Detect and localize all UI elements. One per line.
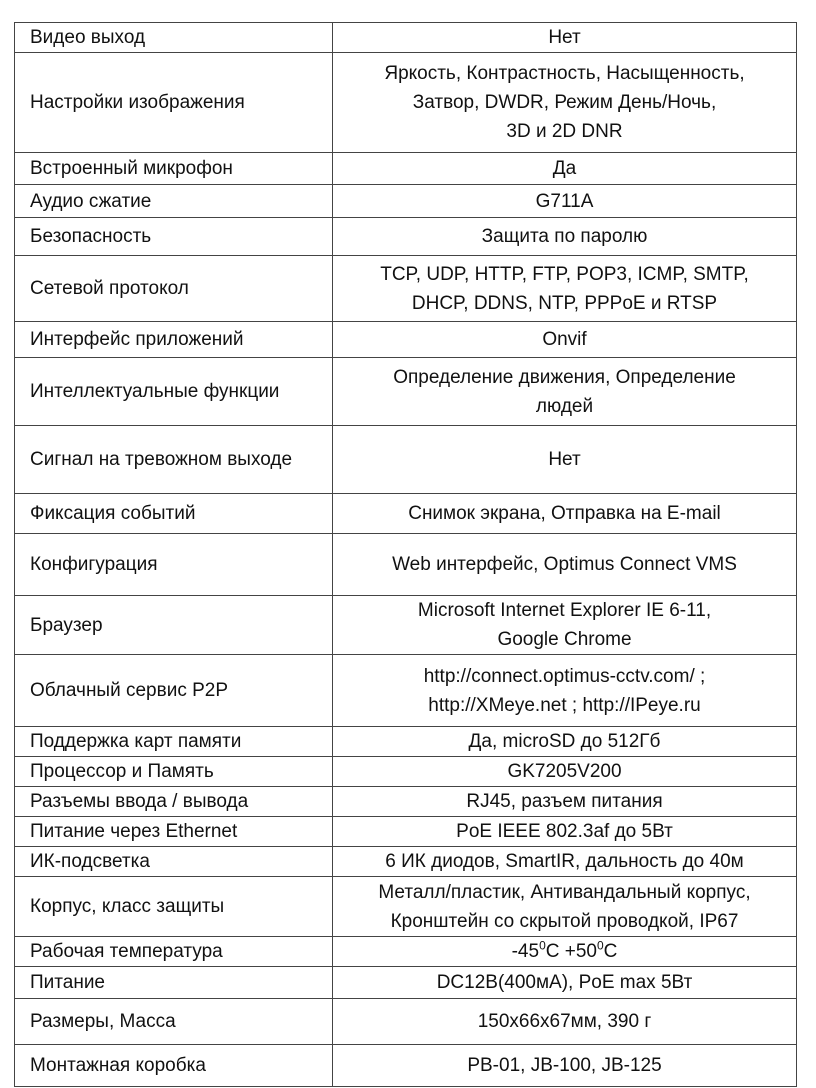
table-row: [15, 655, 797, 727]
row-value: PB-01, JB-100, JB-125: [333, 1045, 797, 1087]
table-row: [15, 153, 797, 185]
row-key: Сигнал на тревожном выходе: [15, 426, 333, 494]
row-key: Питание: [15, 967, 333, 999]
table-row: [15, 877, 797, 937]
table-row: [15, 23, 797, 53]
row-key: Облачный сервис P2P: [15, 655, 333, 727]
row-value: Защита по паролю: [333, 218, 797, 256]
table-row: [15, 494, 797, 534]
table-row: [15, 757, 797, 787]
row-key: Процессор и Память: [15, 757, 333, 787]
row-key: Браузер: [15, 596, 333, 655]
row-value: http://connect.optimus-cctv.com/ ; http://XMeye.net ; http://IPeye.ru: [333, 655, 797, 727]
row-key: Интерфейс приложений: [15, 322, 333, 358]
row-value: $-45^0C +50^0C$: [333, 937, 797, 967]
table-row: [15, 53, 797, 153]
table-row: [15, 1045, 797, 1087]
row-value: Яркость, Контрастность, Насыщенность, Затвор, DWDR, Режим День/Ночь, 3D и 2D DNR: [333, 53, 797, 153]
table-row: [15, 817, 797, 847]
table-row: [15, 967, 797, 999]
spec-table: [14, 22, 797, 1087]
row-key: Монтажная коробка: [15, 1045, 333, 1087]
table-row: [15, 937, 797, 967]
row-value: DC12В(400мА), PoE max 5Вт: [333, 967, 797, 999]
row-key: Конфигурация: [15, 534, 333, 596]
table-row: [15, 426, 797, 494]
table-row: [15, 596, 797, 655]
row-value: RJ45, разъем питания: [333, 787, 797, 817]
row-key: Разъемы ввода / вывода: [15, 787, 333, 817]
row-value: Нет: [333, 426, 797, 494]
row-value: Снимок экрана, Отправка на E-mail: [333, 494, 797, 534]
row-key: ИК-подсветка: [15, 847, 333, 877]
row-key: Интеллектуальные функции: [15, 358, 333, 426]
row-value: Да: [333, 153, 797, 185]
table-row: [15, 534, 797, 596]
table-row: [15, 847, 797, 877]
row-key: Корпус, класс защиты: [15, 877, 333, 937]
row-value: Onvif: [333, 322, 797, 358]
table-row: [15, 358, 797, 426]
row-key: Фиксация событий: [15, 494, 333, 534]
row-value: PoE IEEE 802.3af до 5Вт: [333, 817, 797, 847]
row-key: Безопасность: [15, 218, 333, 256]
row-value: Да, microSD до 512Гб: [333, 727, 797, 757]
table-row: [15, 787, 797, 817]
row-value: Определение движения, Определение людей: [333, 358, 797, 426]
table-row: [15, 185, 797, 218]
table-row: [15, 256, 797, 322]
row-value: 6 ИК диодов, SmartIR, дальность до 40м: [333, 847, 797, 877]
row-key: Питание через Ethernet: [15, 817, 333, 847]
table-row: [15, 322, 797, 358]
row-key: Рабочая температура: [15, 937, 333, 967]
row-value: Microsoft Internet Explorer IE 6-11, Google Chrome: [333, 596, 797, 655]
row-key: Аудио сжатие: [15, 185, 333, 218]
row-value: Металл/пластик, Антивандальный корпус, Кронштейн со скрытой проводкой, IP67: [333, 877, 797, 937]
row-key: Размеры, Масса: [15, 999, 333, 1045]
table-row: [15, 218, 797, 256]
row-value: Web интерфейс, Optimus Connect VMS: [333, 534, 797, 596]
row-key: Поддержка карт памяти: [15, 727, 333, 757]
table-row: [15, 727, 797, 757]
row-key: Сетевой протокол: [15, 256, 333, 322]
row-value: TCP, UDP, HTTP, FTP, POP3, ICMP, SMTP, DHCP, DDNS, NTP, PPPoE и RTSP: [333, 256, 797, 322]
row-value: Нет: [333, 23, 797, 53]
row-value: GK7205V200: [333, 757, 797, 787]
table-row: [15, 999, 797, 1045]
row-value: G711A: [333, 185, 797, 218]
row-key: Видео выход: [15, 23, 333, 53]
row-key: Настройки изображения: [15, 53, 333, 153]
row-value: 150x66x67мм, 390 г: [333, 999, 797, 1045]
row-key: Встроенный микрофон: [15, 153, 333, 185]
